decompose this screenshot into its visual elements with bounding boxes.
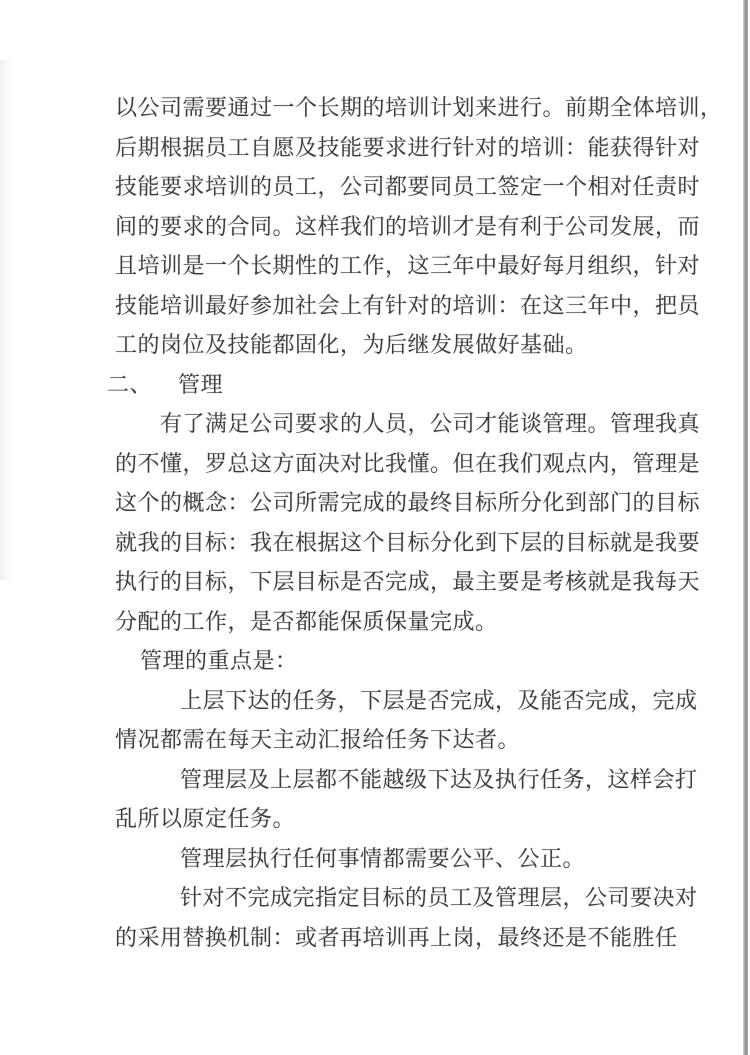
text-line: 有了满足公司要求的人员，公司才能谈管理。管理我真 <box>160 411 701 436</box>
text-line: 以公司需要通过一个长期的培训计划来进行。前期全体培训， <box>115 95 723 120</box>
section-heading <box>107 365 660 405</box>
text-line: 就我的目标：我在根据这个目标分化到下层的目标就是我要 <box>115 529 701 555</box>
section-heading-title: 管理 <box>178 371 224 397</box>
text-line: 管理层执行任何事情都需要公平、公正。 <box>180 845 586 871</box>
text-line: 间的要求的合同。这样我们的培训才是有利于公司发展，而 <box>115 213 701 239</box>
text-line: 针对不完成完指定目标的员工及管理层，公司要决对 <box>180 885 698 910</box>
section-heading-numbering: 二、 <box>107 371 153 397</box>
text-line: 管理层及上层都不能越级下达及执行任务，这样会打 <box>180 766 698 792</box>
text-line: 后期根据员工自愿及技能要求进行针对的培训：能获得针对 <box>115 134 701 160</box>
text-line: 执行的目标，下层目标是否完成，最主要是考核就是我每天 <box>115 569 701 594</box>
text-line: 情况都需在每天主动汇报给任务下达者。 <box>115 727 521 752</box>
scan-shading <box>0 60 14 580</box>
text-line: 上层下达的任务，下层是否完成，及能否完成，完成 <box>180 687 698 713</box>
text-line: 分配的工作，是否都能保质保量完成。 <box>115 608 498 634</box>
text-line: 技能培训最好参加社会上有针对的培训：在这三年中，把员 <box>115 292 701 318</box>
document-text-block <box>107 88 723 957</box>
text-line: 管理的重点是： <box>140 648 298 673</box>
text-line: 乱所以原定任务。 <box>115 806 296 831</box>
page-edge-line <box>743 0 748 1055</box>
text-line: 的采用替换机制：或者再培训再上岗，最终还是不能胜任 <box>115 924 678 950</box>
text-line: 的不懂，罗总这方面决对比我懂。但在我们观点内，管理是 <box>115 450 701 476</box>
text-line: 且培训是一个长期性的工作，这三年中最好每月组织，针对 <box>115 253 701 278</box>
text-line: 这个的概念：公司所需完成的最终目标所分化到部门的目标 <box>115 490 701 515</box>
text-line: 技能要求培训的员工，公司都要同员工签定一个相对任责时 <box>115 174 701 199</box>
text-line: 工的岗位及技能都固化，为后继发展做好基础。 <box>115 332 588 357</box>
